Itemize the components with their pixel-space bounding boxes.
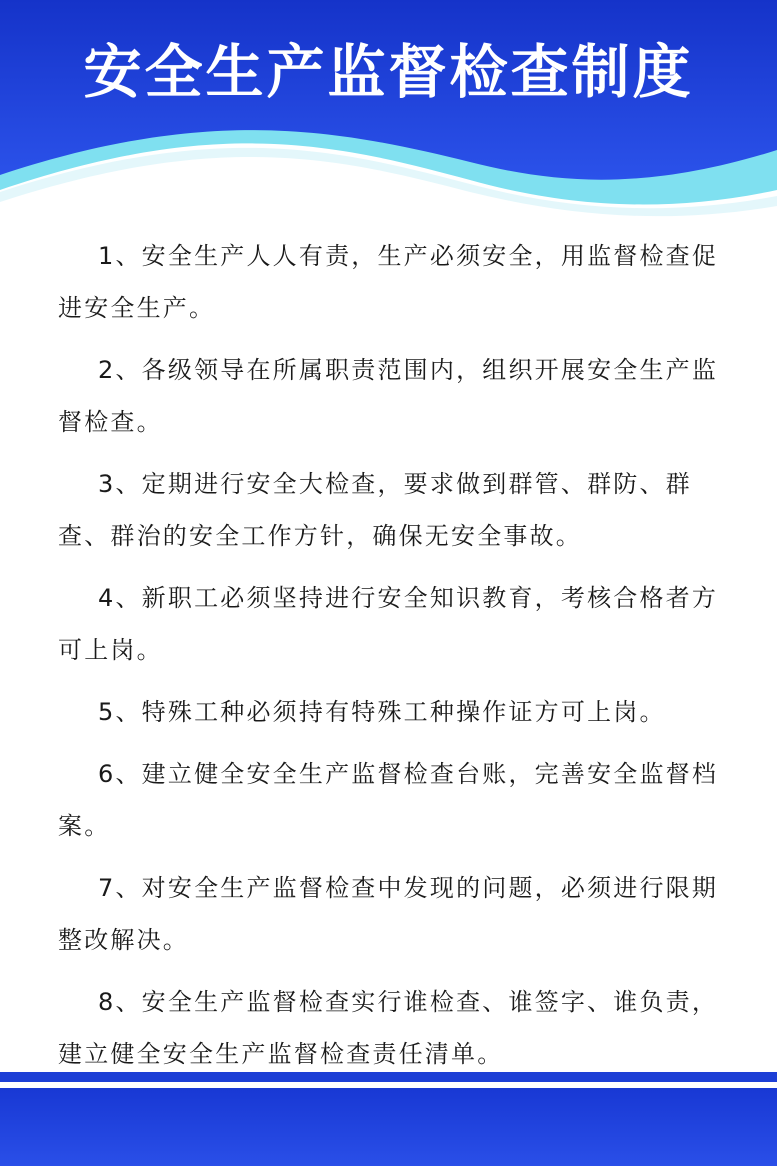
rule-text: 新职工必须坚持进行安全知识教育，考核合格者方可上岗。 bbox=[58, 584, 719, 664]
footer-stripe bbox=[0, 1072, 777, 1082]
rule-item-4 bbox=[58, 572, 722, 676]
rule-text: 特殊工种必须持有特殊工种操作证方可上岗。 bbox=[141, 698, 666, 726]
rule-number: 7、 bbox=[98, 874, 142, 902]
rule-item-3 bbox=[58, 458, 722, 562]
rule-number: 6、 bbox=[98, 760, 142, 788]
rule-text: 对安全生产监督检查中发现的问题，必须进行限期整改解决。 bbox=[58, 874, 719, 954]
footer-band bbox=[0, 1088, 777, 1166]
rule-number: 2、 bbox=[98, 356, 142, 384]
rule-text: 安全生产监督检查实行谁检查、谁签字、谁负责，建立健全安全生产监督检查责任清单。 bbox=[58, 988, 719, 1068]
rule-text: 建立健全安全生产监督检查台账，完善安全监督档案。 bbox=[58, 760, 719, 840]
rule-item-1 bbox=[58, 230, 722, 334]
rule-item-8 bbox=[58, 976, 722, 1080]
rule-number: 5、 bbox=[98, 698, 142, 726]
rules-list bbox=[58, 230, 722, 1090]
header-banner bbox=[0, 0, 777, 240]
rule-text: 定期进行安全大检查，要求做到群管、群防、群查、群治的安全工作方针，确保无安全事故。 bbox=[58, 470, 692, 550]
rule-number: 1、 bbox=[98, 242, 142, 270]
rule-item-5 bbox=[58, 686, 722, 738]
rule-text: 安全生产人人有责，生产必须安全，用监督检查促进安全生产。 bbox=[58, 242, 719, 322]
header-wave-graphic bbox=[0, 0, 777, 240]
rule-item-6 bbox=[58, 748, 722, 852]
rule-number: 8、 bbox=[98, 988, 142, 1016]
rule-number: 3、 bbox=[98, 470, 142, 498]
rule-item-2 bbox=[58, 344, 722, 448]
rule-text: 各级领导在所属职责范围内，组织开展安全生产监督检查。 bbox=[58, 356, 719, 436]
rule-number: 4、 bbox=[98, 584, 142, 612]
rule-item-7 bbox=[58, 862, 722, 966]
page-title: 安全生产监督检查制度 bbox=[83, 38, 694, 106]
